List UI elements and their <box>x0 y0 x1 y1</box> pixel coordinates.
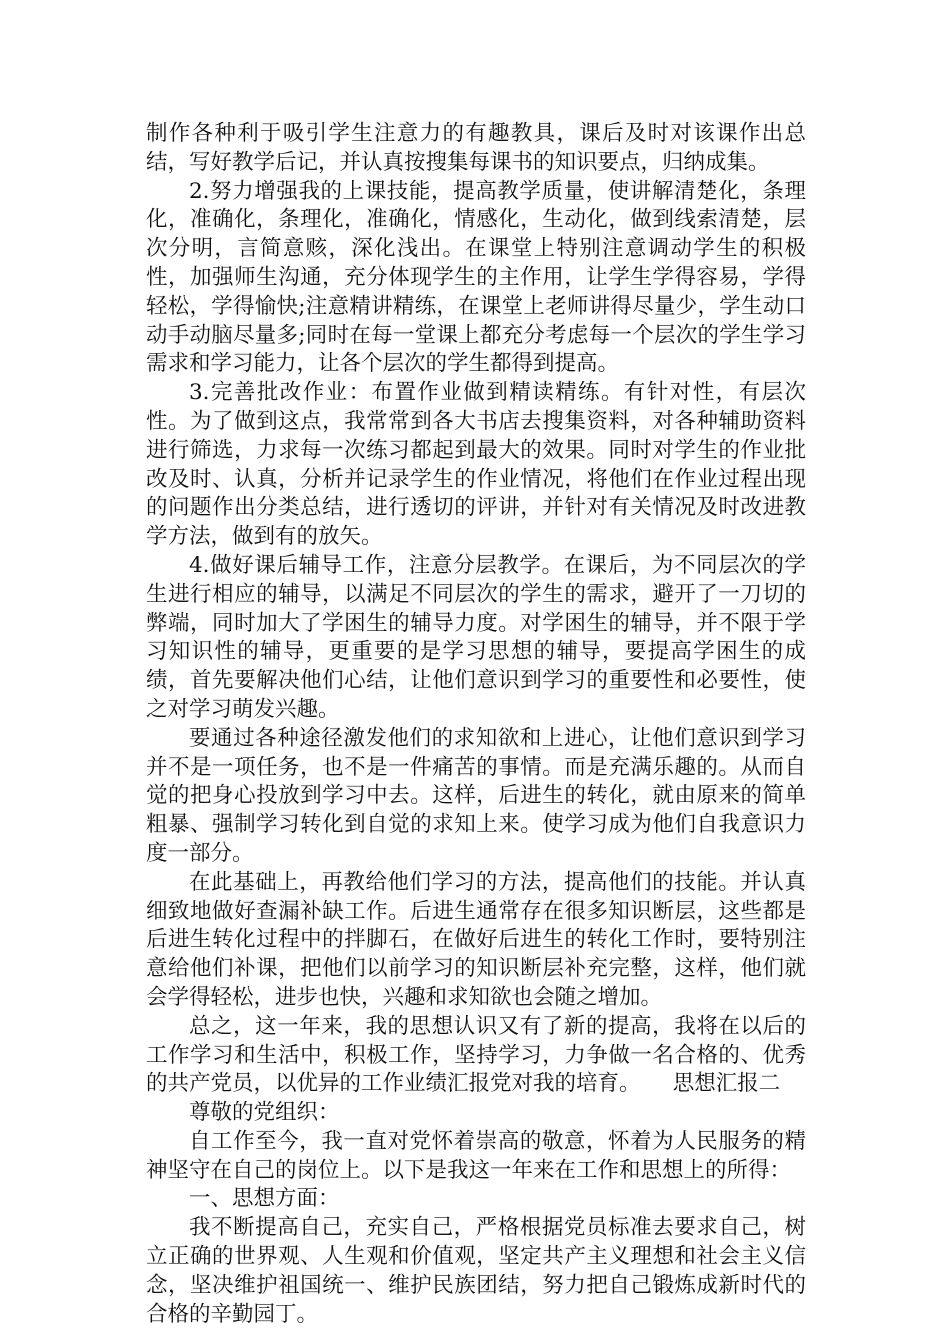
paragraph-2: 2.努力增强我的上课技能，提高教学质量，使讲解清楚化，条理化，准确化，条理化，准确化，情感化，生动化，做到线索清楚，层次分明，言简意赅，深化浅出。在课堂上特别注意调动学生的积极性，加强师生沟通，充分体现学生的主作用，让学生学得容易，学得轻松，学得愉快;注意精讲精练，在课堂上老师讲得尽量少，学生动口动手动脑尽量多;同时在每一堂课上都充分考虑每一个层次的学生学习需求和学习能力，让各个层次的学生都得到提高。 <box>146 178 806 377</box>
paragraph-5: 要通过各种途径激发他们的求知欲和上进心，让他们意识到学习并不是一项任务，也不是一件痛苦的事情。而是充满乐趣的。从而自觉的把身心投放到学习中去。这样，后进生的转化，就由原来的简单粗暴、强制学习转化到自觉的求知上来。使学习成为他们自我意识力度一部分。 <box>146 725 806 866</box>
document-page <box>146 120 806 1329</box>
paragraph-6: 在此基础上，再教给他们学习的方法，提高他们的技能。并认真细致地做好查漏补缺工作。后进生通常存在很多知识断层，这些都是后进生转化过程中的拌脚石，在做好后进生的转化工作时，要特别注意给他们补课，把他们以前学习的知识断层补充完整，这样，他们就会学得轻松，进步也快，兴趣和求知欲也会随之增加。 <box>146 869 806 1010</box>
paragraph-11: 我不断提高自己，充实自己，严格根据党员标准去要求自己，树立正确的世界观、人生观和价值观，坚定共产主义理想和社会主义信念，坚决维护祖国统一、维护民族团结，努力把自己锻炼成新时代的合格的辛勤园丁。 <box>146 1215 806 1327</box>
section-heading-thought: 一、思想方面： <box>189 1186 340 1212</box>
paragraph-3: 3.完善批改作业：布置作业做到精读精练。有针对性，有层次性。为了做到这点，我常常到各大书店去搜集资料，对各种辅助资料进行筛选，力求每一次练习都起到最大的效果。同时对学生的作业批改及时、认真，分析并记录学生的作业情况，将他们在作业过程出现的问题作出分类总结，进行透切的评讲，并针对有关情况及时改进教学方法，做到有的放矢。 <box>146 380 806 550</box>
paragraph-4: 4.做好课后辅导工作，注意分层教学。在课后，为不同层次的学生进行相应的辅导，以满足不同层次的学生的需求，避开了一刀切的弊端，同时加大了学困生的辅导力度。对学困生的辅导，并不限于学习知识性的辅导，更重要的是学习思想的辅导，要提高学困生的成绩，首先要解决他们心结，让他们意识到学习的重要性和必要性，使之对学习萌发兴趣。 <box>146 552 806 722</box>
paragraph-1: 制作各种利于吸引学生注意力的有趣教具，课后及时对该课作出总结，写好教学后记，并认真按搜集每课书的知识要点，归纳成集。 <box>146 121 806 175</box>
paragraph-9: 自工作至今，我一直对党怀着崇高的敬意，怀着为人民服务的精神坚守在自己的岗位上。以下是我这一年来在工作和思想上的所得： <box>146 1128 806 1183</box>
salutation: 尊敬的党组织： <box>189 1100 340 1126</box>
paragraph-7: 总之，这一年来，我的思想认识又有了新的提高，我将在以后的工作学习和生活中，积极工作，坚持学习，力争做一名合格的、优秀的共产党员，以优异的工作业绩汇报党对我的培育。 思想汇报二 <box>146 1013 806 1097</box>
